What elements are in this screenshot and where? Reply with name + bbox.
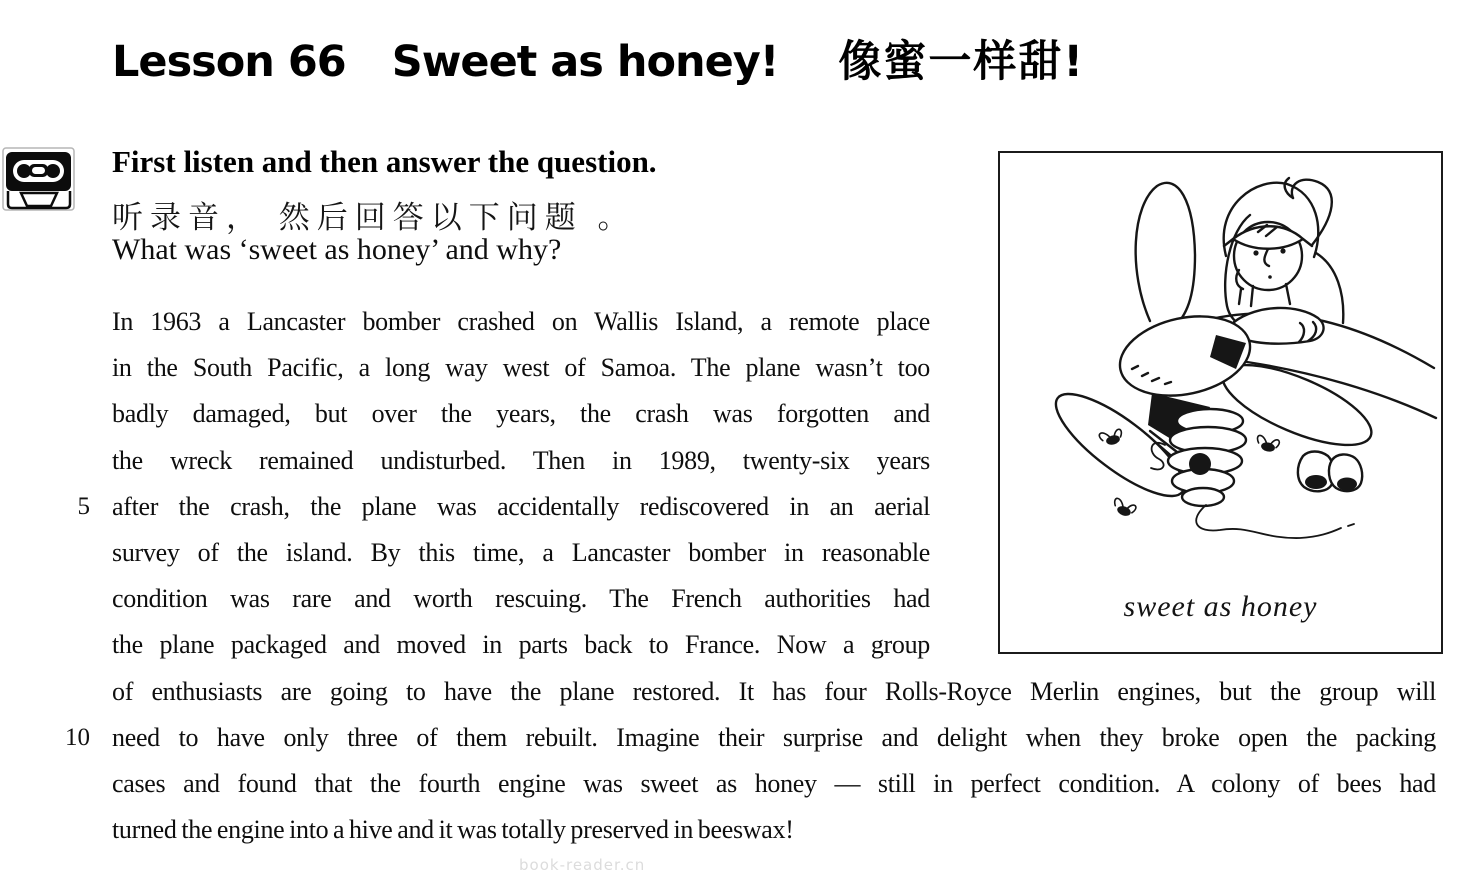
passage-line: need to have only three of them rebuilt. Imagine their surprise and delight when they broke open the packing (112, 723, 1436, 752)
illustration-drawing (1000, 153, 1441, 613)
watermark: book-reader.cn (519, 856, 646, 874)
passage-line: the wreck remained undisturbed. Then in 1989, twenty-six years (112, 446, 930, 475)
lesson-title-english: Sweet as honey! (391, 37, 779, 87)
passage-line: badly damaged, but over the years, the crash was forgotten and (112, 399, 930, 428)
lesson-title-chinese: 像蜜一样甜! (838, 37, 1086, 87)
illustration-frame (998, 151, 1443, 654)
passage-line: condition was rare and worth rescuing. The French authorities had (112, 584, 930, 613)
listen-instruction-chinese: 听录音， 然后回答以下问题 。 (112, 200, 636, 235)
listen-instruction: First listen and then answer the question. (112, 144, 657, 179)
line-number: 5 (77, 493, 90, 520)
passage-line: turned the engine into a hive and it was totally preserved in beeswax! (112, 815, 794, 844)
illustration-caption: sweet as honey (1123, 590, 1318, 623)
passage-line: the plane packaged and moved in parts back to France. Now a group (112, 630, 930, 659)
passage-line: in the South Pacific, a long way west of Samoa. The plane wasn’t too (112, 353, 930, 382)
line-number: 10 (65, 724, 90, 751)
passage-line: cases and found that the fourth engine was sweet as honey — still in perfect condition. A colony of bees had (112, 769, 1436, 798)
lesson-number: Lesson 66 (112, 37, 346, 87)
passage-line: after the crash, the plane was accidentally rediscovered in an aerial (112, 492, 930, 521)
passage-line: In 1963 a Lancaster bomber crashed on Wallis Island, a remote place (112, 307, 930, 336)
passage-line: of enthusiasts are going to have the plane restored. It has four Rolls-Royce Merlin engines, but the group will (112, 677, 1436, 706)
comprehension-question: What was ‘sweet as honey’ and why? (112, 233, 562, 266)
passage-line: survey of the island. By this time, a Lancaster bomber in reasonable (112, 538, 930, 567)
